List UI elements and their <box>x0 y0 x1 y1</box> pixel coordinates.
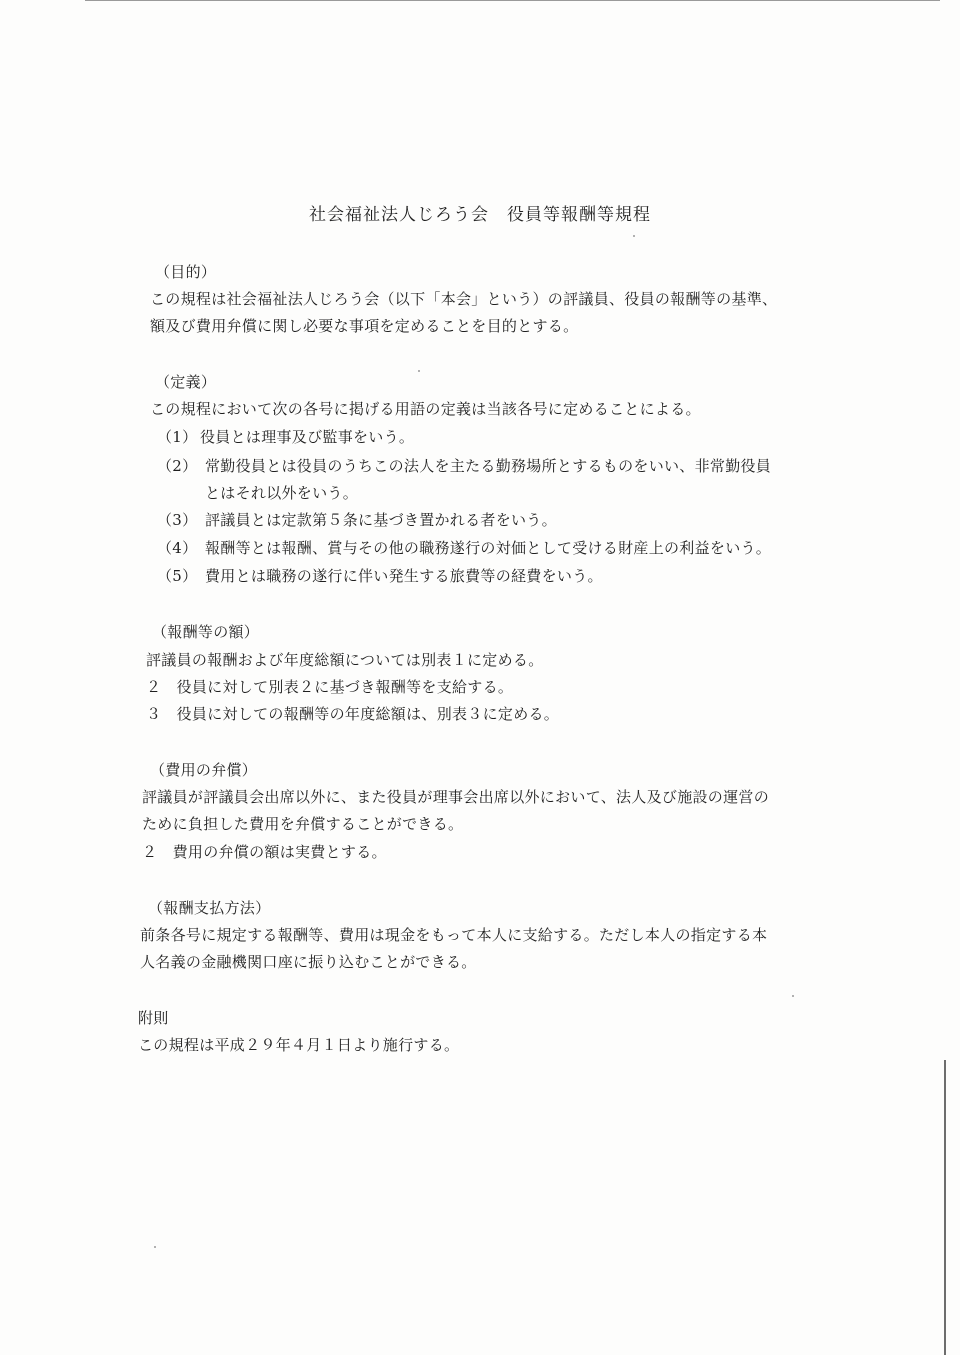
section-heading-amount: （報酬等の額） <box>152 623 260 641</box>
definition-number-3: （3） <box>157 511 198 529</box>
scan-edge-top <box>85 0 940 5</box>
section-heading-payment: （報酬支払方法） <box>148 899 271 917</box>
section-heading-reimbursement: （費用の弁償） <box>150 761 258 779</box>
payment-line-2: 人名義の金融機関口座に振り込むことができる。 <box>140 953 477 971</box>
definition-text-5: 費用とは職務の遂行に伴い発生する旅費等の経費をいう。 <box>205 567 603 585</box>
amount-line-1: 評議員の報酬および年度総額については別表１に定める。 <box>146 651 544 669</box>
scan-edge-right <box>942 1060 946 1355</box>
document-title: 社会福祉法人じろう会 役員等報酬等規程 <box>309 205 651 225</box>
purpose-line-1: この規程は社会福祉法人じろう会（以下「本会」という）の評議員、役員の報酬等の基準、 <box>150 290 778 308</box>
definition-text-2-cont: とはそれ以外をいう。 <box>205 484 359 502</box>
definition-number-2: （2） <box>157 457 198 475</box>
section-heading-purpose: （目的） <box>155 263 217 281</box>
definitions-intro: この規程において次の各号に掲げる用語の定義は当該各号に定めることによる。 <box>150 400 701 418</box>
definition-text-4: 報酬等とは報酬、賞与その他の職務遂行の対価として受ける財産上の利益をいう。 <box>205 539 772 557</box>
section-heading-definitions: （定義） <box>155 373 217 391</box>
definition-text-3: 評議員とは定款第５条に基づき置かれる者をいう。 <box>205 511 557 529</box>
scan-speck <box>633 235 635 237</box>
reimbursement-line-3: ２ 費用の弁償の額は実費とする。 <box>142 843 387 861</box>
payment-line-1: 前条各号に規定する報酬等、費用は現金をもって本人に支給する。ただし本人の指定する本 <box>140 926 768 944</box>
purpose-line-2: 額及び費用弁償に関し必要な事項を定めることを目的とする。 <box>150 317 579 335</box>
amount-line-2: ２ 役員に対して別表２に基づき報酬等を支給する。 <box>146 678 514 696</box>
supplementary-line-1: この規程は平成２９年４月１日より施行する。 <box>138 1036 460 1054</box>
definition-text-1: 役員とは理事及び監事をいう。 <box>200 428 415 446</box>
definition-number-1: （1） <box>157 428 198 446</box>
definition-number-5: （5） <box>157 567 198 585</box>
section-heading-supplementary: 附則 <box>138 1009 169 1027</box>
amount-line-3: ３ 役員に対しての報酬等の年度総額は、別表３に定める。 <box>146 705 560 723</box>
reimbursement-line-1: 評議員が評議員会出席以外に、また役員が理事会出席以外において、法人及び施設の運営の <box>142 788 770 806</box>
definition-number-4: （4） <box>157 539 198 557</box>
scan-speck <box>418 370 420 372</box>
scan-speck <box>154 1246 156 1248</box>
scan-speck <box>792 995 794 997</box>
reimbursement-line-2: ために負担した費用を弁償することができる。 <box>142 815 464 833</box>
definition-text-2: 常勤役員とは役員のうちこの法人を主たる勤務場所とするものをいい、非常勤役員 <box>205 457 772 475</box>
